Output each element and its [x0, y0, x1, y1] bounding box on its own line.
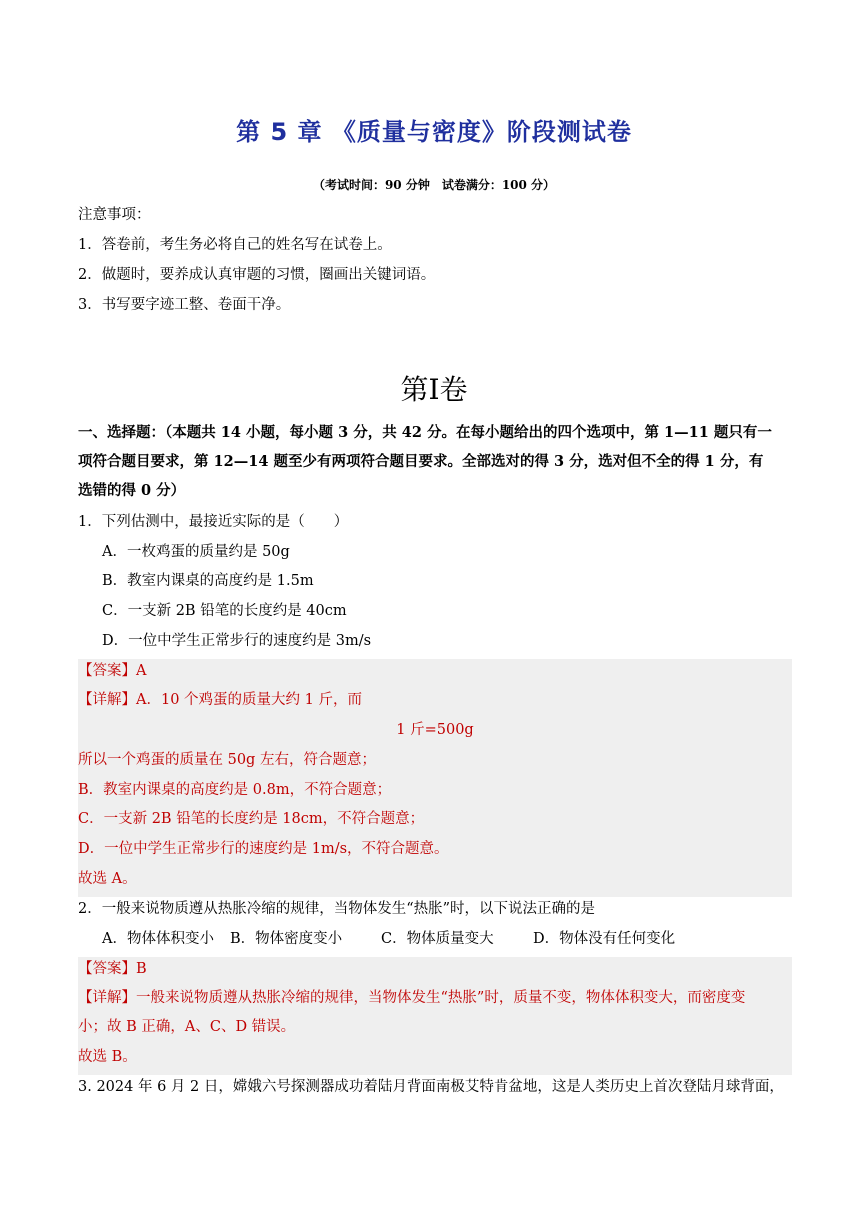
- detail-text: A．10 个鸡蛋的质量大约 1 斤，而: [136, 692, 362, 708]
- question-option: C．一支新 2B 铅笔的长度约是 40cm: [102, 603, 347, 619]
- answer-tag: 【答案】: [78, 961, 136, 977]
- question-option: A．一枚鸡蛋的质量约是 50g: [102, 544, 290, 560]
- section-instructions: 选错的得 0 分）: [78, 482, 186, 499]
- question-option: B．物体密度变小: [230, 931, 343, 947]
- answer-tag: 【答案】: [78, 663, 136, 679]
- detail-line: [78, 988, 745, 1008]
- detail-text: D．一位中学生正常步行的速度约是 1m/s，不符合题意。: [78, 841, 449, 857]
- question-stem: 1．下列估测中，最接近实际的是（ ）: [78, 514, 349, 530]
- question-option: A．物体体积变小: [102, 931, 214, 947]
- detail-text: 一般来说物质遵从热胀冷缩的规律，当物体发生“热胀”时，质量不变，物体体积变大，而密度变: [136, 990, 746, 1006]
- detail-tag: 【详解】: [78, 692, 136, 708]
- answer-value: B: [136, 961, 147, 977]
- detail-text: B．教室内课桌的高度约是 0.8m，不符合题意；: [78, 782, 392, 798]
- answer-line: [78, 661, 146, 681]
- note-item: 3．书写要字迹工整、卷面干净。: [78, 297, 291, 313]
- question-option: D．一位中学生正常步行的速度约是 3m/s: [102, 633, 372, 649]
- question-stem: 3. 2024 年 6 月 2 日，嫦娥六号探测器成功着陆月背面南极艾特肯盆地，这是人类历史上首次登陆月球背面，: [78, 1079, 784, 1095]
- page-title: 第 5 章 《质量与密度》阶段测试卷: [236, 118, 632, 146]
- question-option: C．物体质量变大: [381, 931, 494, 947]
- volume-heading: 第I卷: [400, 373, 468, 406]
- notes-heading: 注意事项：: [78, 207, 151, 223]
- detail-line: [78, 690, 362, 710]
- exam-info: （考试时间：90 分钟 试卷满分：100 分）: [312, 178, 556, 192]
- answer-value: A: [136, 663, 147, 679]
- detail-text: 小；故 B 正确，A、C、D 错误。: [78, 1019, 296, 1035]
- note-item: 1．答卷前，考生务必将自己的姓名写在试卷上。: [78, 237, 392, 253]
- question-option: B．教室内课桌的高度约是 1.5m: [102, 573, 314, 589]
- detail-text: 所以一个鸡蛋的质量在 50g 左右，符合题意；: [78, 752, 376, 768]
- detail-text: C．一支新 2B 铅笔的长度约是 18cm，不符合题意；: [78, 811, 425, 827]
- detail-tag: 【详解】: [78, 990, 136, 1006]
- section-instructions: 一、选择题：（本题共 14 小题，每小题 3 分，共 42 分。在每小题给出的四个选项中，第 1—11 题只有一: [78, 424, 772, 441]
- answer-box: [78, 957, 792, 1075]
- note-item: 2．做题时，要养成认真审题的习惯，圈画出关键词语。: [78, 267, 436, 283]
- section-instructions: 项符合题目要求，第 12—14 题至少有两项符合题目要求。全部选对的得 3 分，选对但不全的得 1 分，有: [78, 453, 764, 470]
- question-option: D．物体没有任何变化: [533, 931, 676, 947]
- question-stem: 2．一般来说物质遵从热胀冷缩的规律，当物体发生“热胀”时，以下说法正确的是: [78, 901, 596, 917]
- detail-text: 故选 A。: [78, 871, 137, 887]
- detail-equation: 1 斤=500g: [396, 722, 474, 738]
- detail-text: 故选 B。: [78, 1049, 137, 1065]
- answer-line: [78, 959, 147, 979]
